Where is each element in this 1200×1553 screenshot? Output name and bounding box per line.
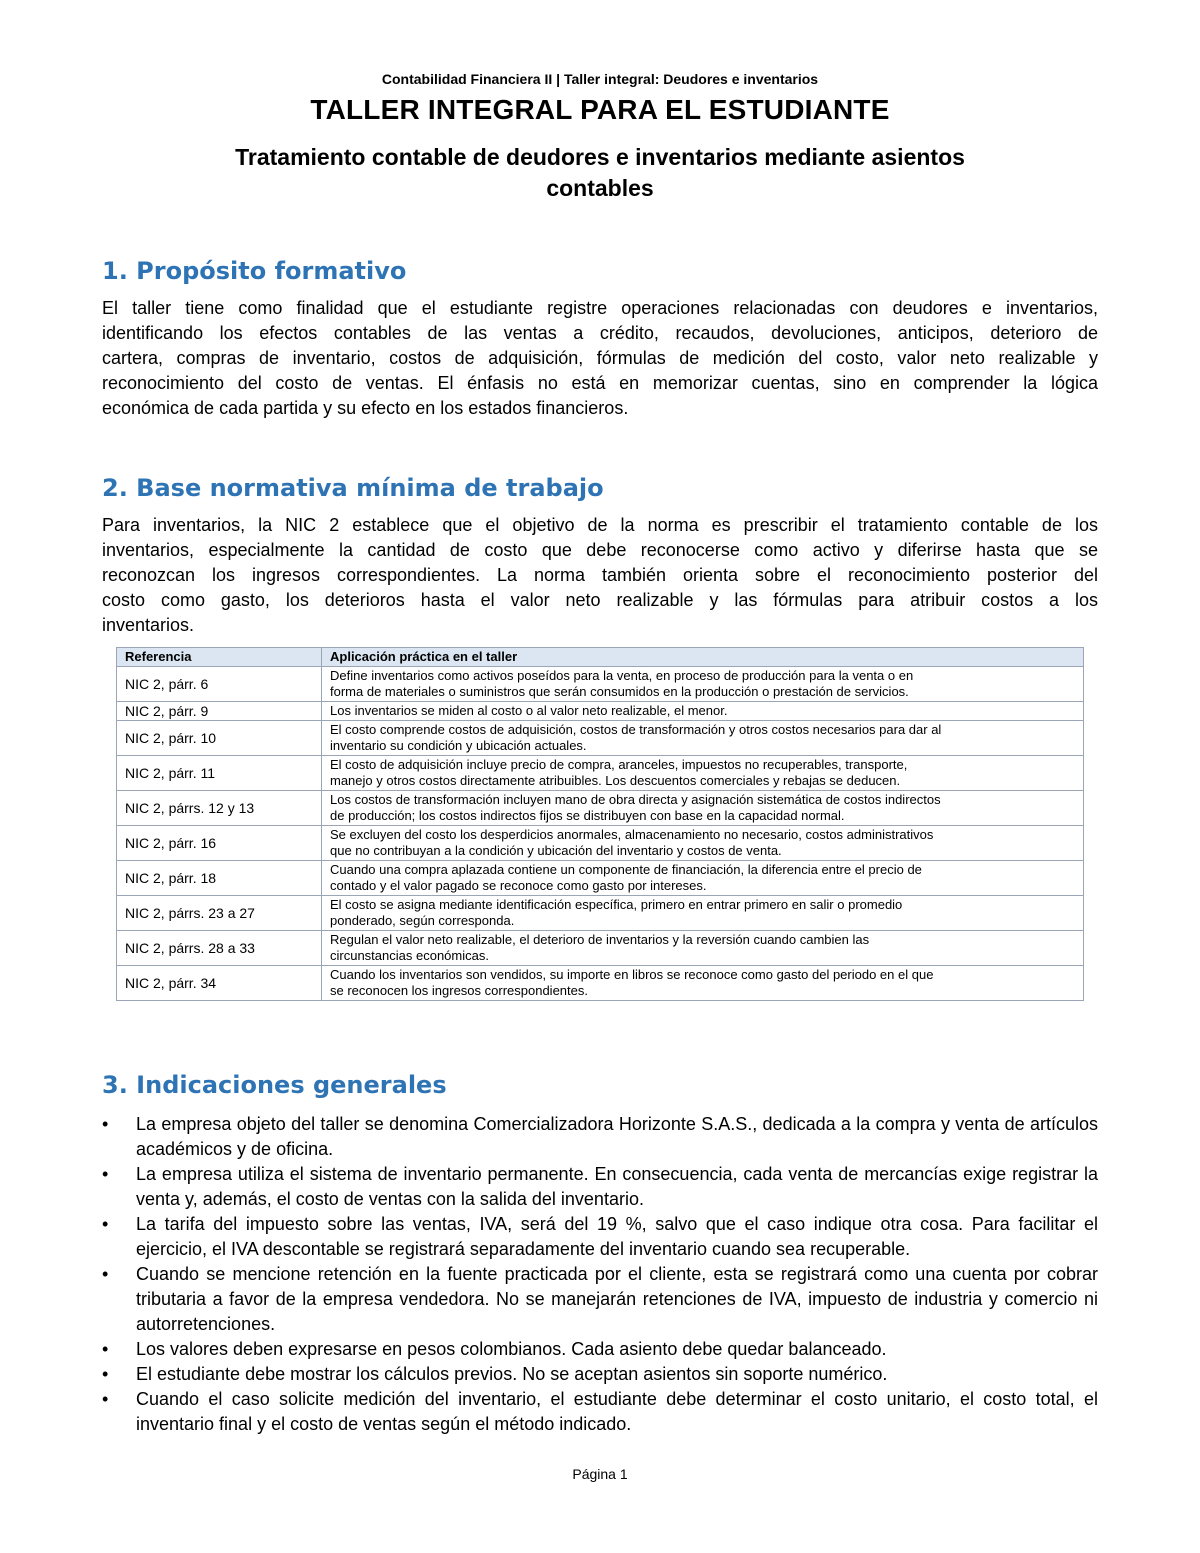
table-row xyxy=(117,667,1084,702)
reference-cell: NIC 2, párrs. 28 a 33 xyxy=(117,931,322,966)
subtitle-line: contables xyxy=(546,175,654,201)
cell-line: Los inventarios se miden al costo o al valor neto realizable, el menor. xyxy=(330,703,728,718)
section-heading-proposito: 1. Propósito formativo xyxy=(102,257,407,285)
page-number: Página 1 xyxy=(572,1466,628,1482)
application-cell xyxy=(322,966,1084,1001)
paragraph-line: reconozcan los ingresos correspondientes. La norma también orienta sobre el reconocimiento posterior del xyxy=(102,565,1098,585)
application-cell xyxy=(322,861,1084,896)
table-row xyxy=(117,721,1084,756)
cell-line: Define inventarios como activos poseídos para la venta, en proceso de producción para la venta o en xyxy=(330,668,914,683)
application-cell xyxy=(322,896,1084,931)
bullet-icon: • xyxy=(102,1264,109,1284)
bullet-icon: • xyxy=(102,1339,109,1359)
paragraph-line: inventarios. xyxy=(102,615,195,635)
table-row xyxy=(117,702,1084,721)
section1-paragraph xyxy=(102,296,1098,421)
nic2-reference-table xyxy=(116,647,1084,1001)
list-item-text: Cuando el caso solicite medición del inventario, el estudiante debe determinar el costo unitario, el costo total, el inventario final y el costo de ventas según el método indicado. xyxy=(136,1389,1098,1434)
reference-cell: NIC 2, párr. 16 xyxy=(117,826,322,861)
cell-line: que no contribuyan a la condición y ubicación del inventario y costos de venta. xyxy=(330,843,782,858)
cell-line: manejo y otros costos directamente atribuibles. Los descuentos comerciales y rebajas se deducen. xyxy=(330,773,901,788)
list-item xyxy=(102,1212,1098,1262)
cell-line: contado y el valor pagado se reconoce como gasto por intereses. xyxy=(330,878,707,893)
paragraph-line: El taller tiene como finalidad que el estudiante registre operaciones relacionadas con deudores e inventarios, xyxy=(102,298,1098,318)
cell-line: El costo se asigna mediante identificación específica, primero en entrar primero en salir o promedio xyxy=(330,897,903,912)
list-item xyxy=(102,1162,1098,1212)
cell-line: de producción; los costos indirectos fijos se distribuyen con base en la capacidad normal. xyxy=(330,808,845,823)
column-header-referencia: Referencia xyxy=(117,648,322,667)
bullet-icon: • xyxy=(102,1214,109,1234)
section-heading-base-normativa: 2. Base normativa mínima de trabajo xyxy=(102,474,604,502)
paragraph-line: económica de cada partida y su efecto en los estados financieros. xyxy=(102,398,629,418)
cell-line: circunstancias económicas. xyxy=(330,948,489,963)
list-item-text: Los valores deben expresarse en pesos colombianos. Cada asiento debe quedar balanceado. xyxy=(136,1339,887,1359)
list-item-text: La empresa utiliza el sistema de inventario permanente. En consecuencia, cada venta de mercancías exige registrar la venta y, además, el costo de ventas con la salida del inventario. xyxy=(136,1164,1098,1209)
application-cell xyxy=(322,756,1084,791)
paragraph-line: costo como gasto, los deterioros hasta el valor neto realizable y las fórmulas para atribuir costos a los xyxy=(102,590,1098,610)
column-header-aplicacion: Aplicación práctica en el taller xyxy=(322,648,1084,667)
cell-line: Los costos de transformación incluyen mano de obra directa y asignación sistemática de costos indirectos xyxy=(330,792,941,807)
bullet-icon: • xyxy=(102,1164,109,1184)
running-header: Contabilidad Financiera II | Taller integral: Deudores e inventarios xyxy=(381,71,819,87)
bullet-icon: • xyxy=(102,1389,109,1409)
table-row xyxy=(117,931,1084,966)
reference-cell: NIC 2, párr. 9 xyxy=(117,702,322,721)
table-row xyxy=(117,966,1084,1001)
section2-paragraph xyxy=(102,513,1098,638)
paragraph-line: identificando los efectos contables de las ventas a crédito, recaudos, devoluciones, anticipos, deterioro de xyxy=(102,323,1098,343)
reference-cell: NIC 2, párr. 10 xyxy=(117,721,322,756)
list-item xyxy=(102,1387,1098,1437)
cell-line: forma de materiales o suministros que serán consumidos en la producción o prestación de servicios. xyxy=(330,684,909,699)
document-title: TALLER INTEGRAL PARA EL ESTUDIANTE xyxy=(310,94,890,125)
application-cell xyxy=(322,667,1084,702)
reference-cell: NIC 2, párr. 18 xyxy=(117,861,322,896)
table-row xyxy=(117,826,1084,861)
reference-cell: NIC 2, párrs. 23 a 27 xyxy=(117,896,322,931)
reference-cell: NIC 2, párr. 34 xyxy=(117,966,322,1001)
paragraph-line: reconocimiento del costo de ventas. El énfasis no está en memorizar cuentas, sino en comprender la lógica xyxy=(102,373,1098,393)
bullet-icon: • xyxy=(102,1364,109,1384)
subtitle-line: Tratamiento contable de deudores e inventarios mediante asientos xyxy=(235,144,965,170)
bullet-icon: • xyxy=(102,1114,109,1134)
cell-line: Cuando una compra aplazada contiene un componente de financiación, la diferencia entre el precio de xyxy=(330,862,922,877)
application-cell xyxy=(322,721,1084,756)
cell-line: Se excluyen del costo los desperdicios anormales, almacenamiento no necesario, costos administrativos xyxy=(330,827,934,842)
document-subtitle xyxy=(0,142,1200,204)
list-item xyxy=(102,1262,1098,1337)
cell-line: ponderado, según corresponda. xyxy=(330,913,515,928)
table-row xyxy=(117,896,1084,931)
application-cell xyxy=(322,931,1084,966)
table-row xyxy=(117,791,1084,826)
application-cell xyxy=(322,702,1084,721)
cell-line: inventario su condición y ubicación actuales. xyxy=(330,738,587,753)
table-header-row xyxy=(117,648,1084,667)
section-heading-indicaciones: 3. Indicaciones generales xyxy=(102,1071,447,1099)
cell-line: se reconocen los ingresos correspondientes. xyxy=(330,983,588,998)
paragraph-line: Para inventarios, la NIC 2 establece que el objetivo de la norma es prescribir el tratamiento contable de los xyxy=(102,515,1098,535)
list-item-text: El estudiante debe mostrar los cálculos previos. No se aceptan asientos sin soporte numérico. xyxy=(136,1364,888,1384)
table-row xyxy=(117,756,1084,791)
reference-cell: NIC 2, párrs. 12 y 13 xyxy=(117,791,322,826)
cell-line: El costo comprende costos de adquisición, costos de transformación y otros costos necesarios para dar al xyxy=(330,722,942,737)
list-item xyxy=(102,1362,1098,1387)
cell-line: El costo de adquisición incluye precio de compra, aranceles, impuestos no recuperables, transporte, xyxy=(330,757,908,772)
application-cell xyxy=(322,826,1084,861)
table-row xyxy=(117,861,1084,896)
reference-cell: NIC 2, párr. 6 xyxy=(117,667,322,702)
list-item-text: Cuando se mencione retención en la fuente practicada por el cliente, esta se registrará como una cuenta por cobrar tributaria a favor de la empresa vendedora. No se manejarán retenciones de IVA, impuesto de industria y comercio ni autorretenciones. xyxy=(136,1264,1098,1334)
list-item-text: La tarifa del impuesto sobre las ventas, IVA, será del 19 %, salvo que el caso indique otra cosa. Para facilitar el ejercicio, el IVA descontable se registrará separadamente del inventario cuando sea recuperable. xyxy=(136,1214,1098,1259)
cell-line: Regulan el valor neto realizable, el deterioro de inventarios y la reversión cuando cambien las xyxy=(330,932,870,947)
list-item xyxy=(102,1337,1098,1362)
list-item-text: La empresa objeto del taller se denomina Comercializadora Horizonte S.A.S., dedicada a la compra y venta de artículos académicos y de oficina. xyxy=(136,1114,1098,1159)
paragraph-line: cartera, compras de inventario, costos de adquisición, fórmulas de medición del costo, valor neto realizable y xyxy=(102,348,1098,368)
cell-line: Cuando los inventarios son vendidos, su importe en libros se reconoce como gasto del periodo en el que xyxy=(330,967,934,982)
paragraph-line: inventarios, especialmente la cantidad de costo que debe reconocerse como activo y diferirse hasta que se xyxy=(102,540,1098,560)
general-indications-list xyxy=(102,1112,1098,1437)
reference-cell: NIC 2, párr. 11 xyxy=(117,756,322,791)
list-item xyxy=(102,1112,1098,1162)
application-cell xyxy=(322,791,1084,826)
